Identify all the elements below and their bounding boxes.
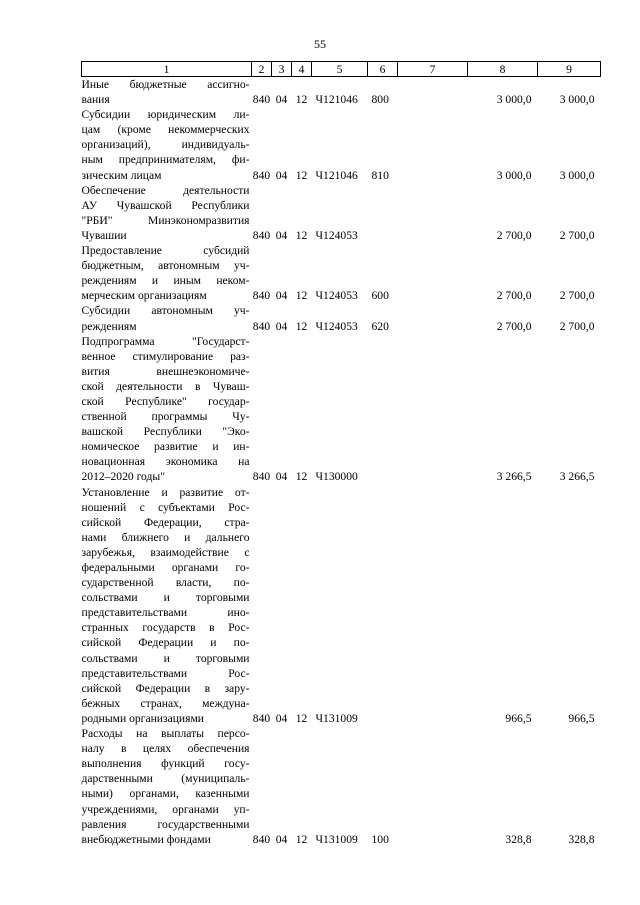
table-row — [82, 183, 601, 243]
description-line: бюджетным, автономным уч- — [81, 259, 250, 273]
code-target: Ч130000 — [315, 470, 358, 484]
code-section: 04 — [275, 319, 288, 333]
table-row — [82, 243, 601, 303]
description-line: федеральными органами го- — [81, 561, 250, 574]
description-line: учреждениями, органами уп- — [81, 802, 250, 816]
code-gov: 840 — [252, 832, 271, 846]
table-row — [82, 726, 601, 847]
row-description — [82, 303, 252, 333]
description-line: Расходы на выплаты персо- — [81, 727, 250, 741]
amount-col-9: 2 700,0 — [559, 228, 595, 242]
code-subsection: 12 — [295, 93, 308, 107]
code-expense-type — [368, 485, 398, 727]
table-body — [82, 77, 601, 847]
code-target: Ч124053 — [315, 289, 358, 303]
amount-col-8: 2 700,0 — [496, 289, 532, 303]
column-header: 6 — [368, 62, 398, 77]
column-header: 2 — [252, 62, 272, 77]
code-section: 04 — [275, 470, 288, 484]
header-row — [82, 62, 601, 77]
description-line: Иные бюджетные ассигно- — [81, 78, 250, 91]
description-line: АУ Чувашской Республики — [81, 198, 250, 212]
amount-col-9: 3 266,5 — [559, 470, 595, 484]
code-gov: 840 — [252, 289, 271, 303]
code-section: 04 — [275, 711, 288, 725]
amount-col-8: 3 000,0 — [496, 93, 532, 107]
row-description — [82, 77, 252, 108]
code-subsection: 12 — [295, 228, 308, 242]
amount-col-8: 2 700,0 — [496, 228, 532, 242]
description-line: сийской Федерации в зару- — [81, 681, 250, 695]
col-7 — [398, 485, 468, 727]
description-line: ными) органами, казенными — [81, 787, 250, 801]
description-line: венное стимулирование раз- — [81, 349, 250, 363]
column-header: 1 — [82, 62, 252, 77]
description-line: вания — [81, 93, 110, 107]
code-section: 04 — [275, 289, 288, 303]
description-line: реждениям — [81, 319, 137, 333]
code-section: 04 — [275, 832, 288, 846]
code-gov: 840 — [252, 168, 271, 182]
description-line: дарственными (муниципаль- — [81, 772, 250, 786]
amount-col-8: 3 000,0 — [496, 168, 532, 182]
amount-col-8: 328,8 — [505, 832, 532, 846]
description-line: Субсидии автономным уч- — [81, 304, 250, 318]
description-line: представительствами ино- — [81, 606, 250, 620]
code-subsection: 12 — [295, 319, 308, 333]
description-line: ской деятельности в Чуваш- — [81, 379, 250, 393]
description-line: реждениям и иным неком- — [81, 274, 250, 288]
amount-col-9: 3 000,0 — [559, 93, 595, 107]
table-row — [82, 107, 601, 182]
code-target: Ч124053 — [315, 228, 358, 242]
code-expense-type: 810 — [371, 168, 389, 182]
code-target: Ч124053 — [315, 319, 358, 333]
amount-col-8: 3 266,5 — [496, 470, 532, 484]
description-line: Обеспечение деятельности — [81, 183, 250, 197]
code-section: 04 — [275, 168, 288, 182]
column-header: 5 — [312, 62, 368, 77]
description-line: ственной программы Чу- — [81, 410, 250, 424]
col-7 — [398, 107, 468, 182]
code-target: Ч131009 — [315, 711, 358, 725]
col-7 — [398, 243, 468, 303]
code-gov: 840 — [252, 93, 271, 107]
code-expense-type — [368, 183, 398, 243]
description-line: "РБИ" Минэкономразвития — [81, 213, 250, 227]
code-subsection: 12 — [295, 470, 308, 484]
description-line: Подпрограмма "Государст- — [81, 334, 250, 348]
description-line: сольствами и торговыми — [81, 651, 250, 665]
description-line: внебюджетными фондами — [81, 832, 211, 846]
description-line: ской Республике" государ- — [81, 394, 250, 408]
description-line: Субсидии юридическим ли- — [81, 108, 250, 122]
description-line: зическим лицам — [81, 168, 162, 182]
col-7 — [398, 183, 468, 243]
column-header: 7 — [398, 62, 468, 77]
description-line: налу в целях обеспечения — [81, 742, 250, 756]
description-line: Установление и развитие от- — [81, 485, 250, 499]
column-header: 8 — [468, 62, 538, 77]
amount-col-9: 2 700,0 — [559, 289, 595, 303]
col-7 — [398, 334, 468, 485]
amount-col-9: 3 000,0 — [559, 168, 595, 182]
description-line: номическое развитие и ин- — [81, 440, 250, 454]
description-line: цам (кроме некоммерческих — [81, 123, 250, 137]
amount-col-9: 328,8 — [568, 832, 595, 846]
code-subsection: 12 — [295, 711, 308, 725]
description-line: родными организациями — [81, 711, 205, 725]
code-subsection: 12 — [295, 832, 308, 846]
table-row — [82, 77, 601, 108]
code-expense-type — [368, 334, 398, 485]
budget-table — [81, 61, 601, 847]
description-line: сийской Федерации, стра- — [81, 515, 250, 529]
description-line: представительствами Рос- — [81, 666, 250, 680]
code-section: 04 — [275, 228, 288, 242]
code-target: Ч121046 — [315, 93, 358, 107]
description-line: ношений с субъектами Рос- — [81, 500, 250, 514]
amount-col-8: 2 700,0 — [496, 319, 532, 333]
code-target: Ч121046 — [315, 168, 358, 182]
col-7 — [398, 726, 468, 847]
code-gov: 840 — [252, 470, 271, 484]
code-subsection: 12 — [295, 289, 308, 303]
description-line: Предоставление субсидий — [81, 244, 250, 258]
table-row — [82, 303, 601, 333]
row-description — [82, 334, 252, 485]
code-section: 04 — [275, 93, 288, 107]
code-expense-type: 600 — [371, 289, 389, 303]
description-line: Чувашии — [81, 228, 127, 242]
column-header: 9 — [538, 62, 601, 77]
description-line: сударственной власти, по- — [81, 576, 250, 590]
row-description — [82, 107, 252, 182]
description-line: сольствами и торговыми — [81, 591, 250, 605]
col-7 — [398, 303, 468, 333]
description-line: вашской Республики "Эко- — [81, 425, 250, 439]
description-line: зарубежья, взаимодействие с — [81, 545, 250, 559]
description-line: сийской Федерации и по- — [81, 636, 250, 650]
page-number: 55 — [314, 37, 326, 51]
description-line: равления государственными — [81, 817, 250, 831]
column-header: 3 — [272, 62, 292, 77]
code-expense-type: 800 — [371, 93, 389, 107]
code-gov: 840 — [252, 228, 271, 242]
row-description — [82, 183, 252, 243]
description-line: выполнения функций госу- — [81, 757, 250, 771]
description-line: вития внешнеэкономиче- — [81, 364, 250, 378]
row-description — [82, 485, 252, 727]
code-expense-type: 100 — [371, 832, 389, 846]
amount-col-9: 2 700,0 — [559, 319, 595, 333]
table-row — [82, 485, 601, 727]
row-description — [82, 726, 252, 847]
code-gov: 840 — [252, 711, 271, 725]
amount-col-8: 966,5 — [505, 711, 532, 725]
description-line: бежных странах, междуна- — [81, 696, 250, 710]
description-line: новационная экономика на — [81, 455, 250, 469]
description-line: организаций), индивидуаль- — [81, 138, 250, 152]
code-expense-type: 620 — [371, 319, 389, 333]
col-7 — [398, 77, 468, 108]
description-line: 2012–2020 годы" — [81, 470, 165, 484]
code-gov: 840 — [252, 319, 271, 333]
column-header: 4 — [292, 62, 312, 77]
description-line: нами ближнего и дальнего — [81, 530, 250, 544]
code-subsection: 12 — [295, 168, 308, 182]
code-target: Ч131009 — [315, 832, 358, 846]
description-line: странных государств в Рос- — [81, 621, 250, 635]
amount-col-9: 966,5 — [568, 711, 595, 725]
description-line: ным предпринимателям, фи- — [81, 153, 250, 167]
table-row — [82, 334, 601, 485]
row-description — [82, 243, 252, 303]
description-line: мерческим организациям — [81, 289, 207, 303]
